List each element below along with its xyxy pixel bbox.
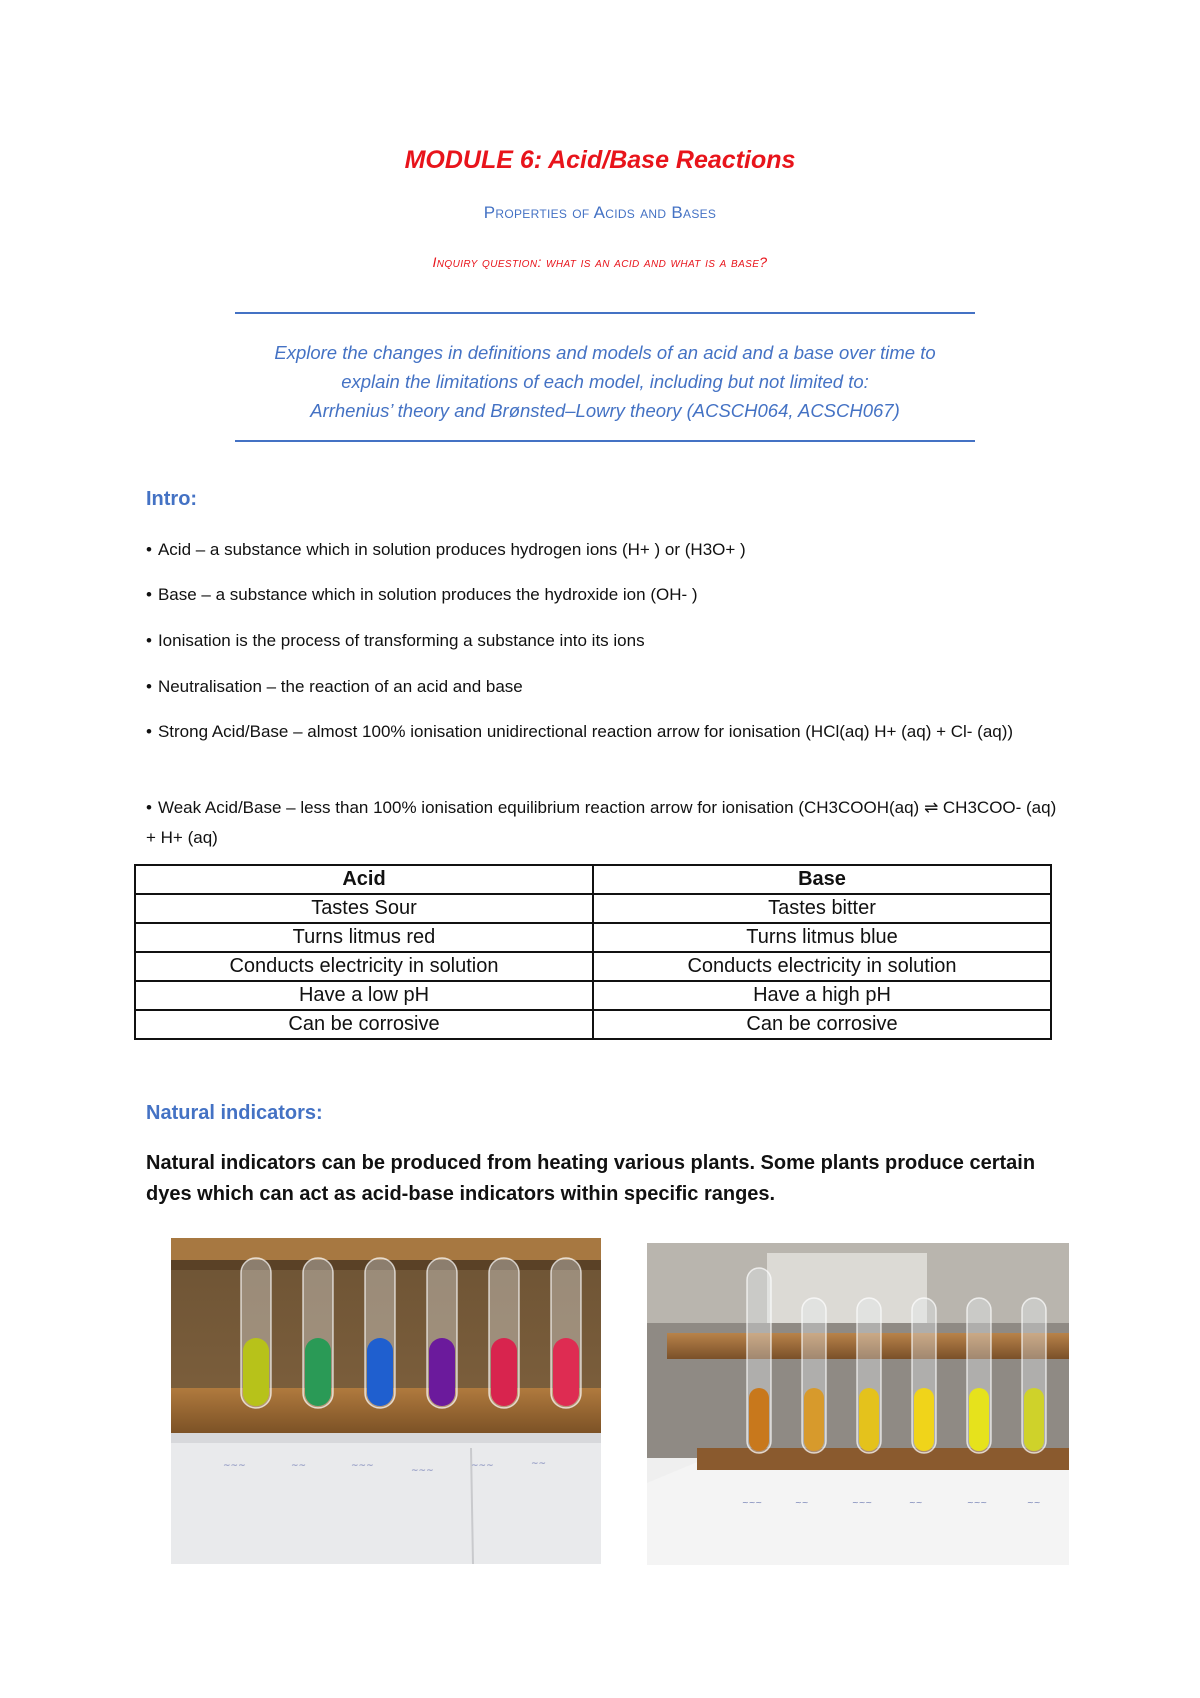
table-row: [135, 952, 1051, 981]
bullet-icon: •: [146, 585, 152, 604]
test-tube-rack-image: [171, 1238, 601, 1564]
svg-text:~~~: ~~~: [852, 1498, 873, 1507]
bullet-icon: •: [146, 677, 152, 696]
natural-indicators-text: Natural indicators can be produced from heating various plants. Some plants produce certain dyes which can act as acid-base indicators within specific ranges.: [146, 1152, 1036, 1205]
test-tube-photo-2: [647, 1243, 1069, 1565]
base-cell: Have a high pH: [593, 981, 1051, 1010]
bullet-text: Weak Acid/Base – less than 100% ionisation equilibrium reaction arrow for ionisation (CH3COOH(aq) ⇌ CH3COO- (aq) + H+ (aq): [146, 798, 1057, 847]
module-title: MODULE 6: Acid/Base Reactions: [404, 146, 796, 174]
bullet-icon: •: [146, 798, 152, 817]
indicator-solution: [914, 1388, 934, 1451]
column-header-acid: Acid: [135, 865, 593, 894]
indicator-solution: [859, 1388, 879, 1451]
divider-bottom: [235, 440, 975, 442]
acid-cell: Have a low pH: [135, 981, 593, 1010]
table-row: [135, 1010, 1051, 1039]
bullet-icon: •: [146, 631, 152, 650]
indicator-solution: [305, 1338, 331, 1406]
syllabus-line: explain the limitations of each model, including but not limited to:: [341, 371, 869, 392]
list-item: [146, 626, 1066, 656]
list-item: [146, 793, 1066, 853]
svg-text:~~: ~~: [909, 1498, 923, 1507]
syllabus-line: Explore the changes in definitions and models of an acid and a base over time to: [274, 342, 936, 363]
syllabus-line: Arrhenius’ theory and Brønsted–Lowry theory (ACSCH064, ACSCH067): [310, 400, 900, 421]
indicator-solution: [243, 1338, 269, 1406]
indicator-solution: [553, 1338, 579, 1406]
bullet-icon: •: [146, 540, 152, 559]
section-subtitle: Properties of Acids and Bases: [483, 203, 717, 222]
indicator-solution: [429, 1338, 455, 1406]
indicator-solution: [749, 1388, 769, 1451]
svg-text:~~~: ~~~: [351, 1461, 374, 1471]
base-cell: Can be corrosive: [593, 1010, 1051, 1039]
syllabus-box: [200, 338, 1010, 425]
table-row: [135, 923, 1051, 952]
svg-text:~~~: ~~~: [471, 1461, 494, 1471]
svg-text:~~~: ~~~: [742, 1498, 763, 1507]
table-header-row: [135, 865, 1051, 894]
test-tube-rack-image: [647, 1243, 1069, 1565]
list-item: [146, 535, 1066, 565]
svg-text:~~: ~~: [795, 1498, 809, 1507]
bullet-text: Acid – a substance which in solution produces hydrogen ions (H+ ) or (H3O+ ): [157, 540, 746, 559]
base-cell: Conducts electricity in solution: [593, 952, 1051, 981]
svg-text:~~~: ~~~: [967, 1498, 988, 1507]
indicator-solution: [969, 1388, 989, 1451]
svg-text:~~: ~~: [531, 1459, 547, 1469]
indicator-solution: [491, 1338, 517, 1406]
inquiry-question: Inquiry question: what is an acid and what is a base?: [432, 254, 768, 270]
bullet-icon: •: [146, 722, 152, 741]
indicator-solution: [1024, 1388, 1044, 1451]
table-row: [135, 894, 1051, 923]
column-header-base: Base: [593, 865, 1051, 894]
svg-text:~~: ~~: [291, 1461, 307, 1471]
bullet-text: Ionisation is the process of transforming a substance into its ions: [157, 631, 645, 650]
intro-heading: Intro:: [146, 488, 198, 510]
natural-indicators-heading: Natural indicators:: [146, 1102, 323, 1124]
test-tube-photo-1: [171, 1238, 601, 1564]
svg-text:~~~: ~~~: [223, 1461, 246, 1471]
base-cell: Turns litmus blue: [593, 923, 1051, 952]
svg-text:~~: ~~: [1027, 1498, 1041, 1507]
indicator-solution: [367, 1338, 393, 1406]
list-item: [146, 580, 1066, 610]
table-row: [135, 981, 1051, 1010]
bullet-text: Base – a substance which in solution produces the hydroxide ion (OH- ): [157, 585, 698, 604]
list-item: [146, 672, 1066, 702]
bullet-text: Neutralisation – the reaction of an acid and base: [157, 677, 523, 696]
acid-cell: Turns litmus red: [135, 923, 593, 952]
acid-cell: Can be corrosive: [135, 1010, 593, 1039]
svg-text:~~~: ~~~: [411, 1466, 434, 1476]
bullet-text: Strong Acid/Base – almost 100% ionisation unidirectional reaction arrow for ionisation (HCl(aq) H+ (aq) + Cl- (aq)): [157, 722, 1014, 741]
list-item: [146, 717, 1066, 747]
base-cell: Tastes bitter: [593, 894, 1051, 923]
divider-top: [235, 312, 975, 314]
acid-cell: Tastes Sour: [135, 894, 593, 923]
indicator-solution: [804, 1388, 824, 1451]
acid-base-properties-table: [134, 864, 1052, 1040]
acid-cell: Conducts electricity in solution: [135, 952, 593, 981]
